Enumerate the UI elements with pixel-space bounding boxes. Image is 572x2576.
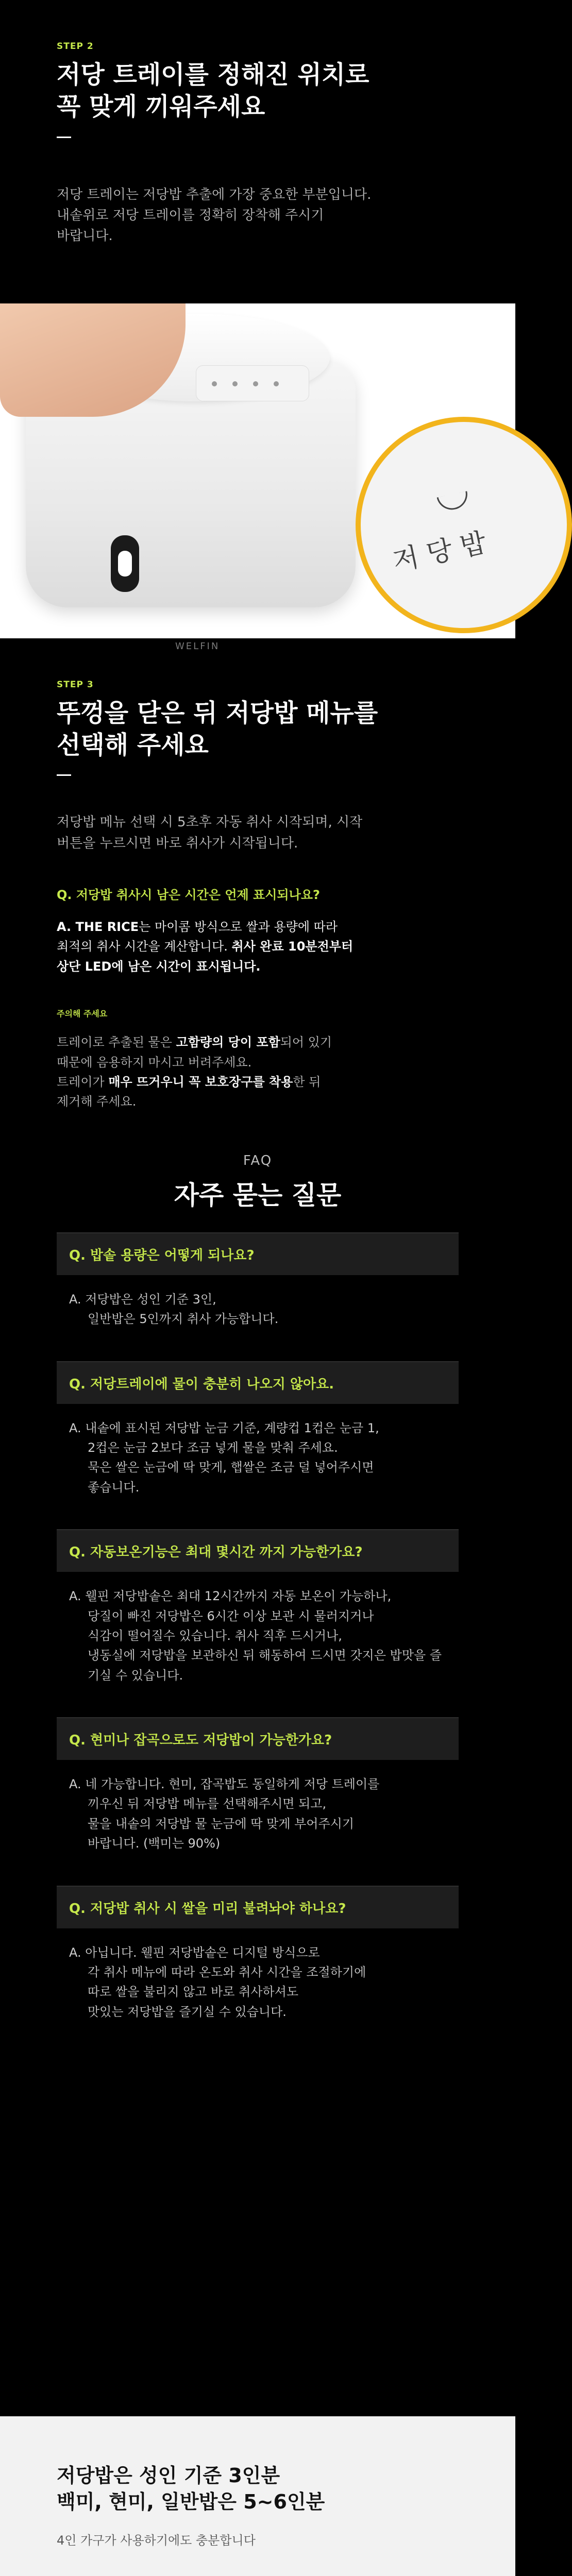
caution-bold: 매우 뜨거우니 꼭 보호장구를 착용 (108, 1075, 293, 1089)
answer-text: 는 마이콤 방식으로 쌀과 용량에 따라 (139, 920, 338, 935)
answer-line: A. 웰핀 저당밥솥은 최대 12시간까지 자동 보온이 가능하나, (69, 1589, 392, 1604)
faq-item[interactable] (57, 1361, 459, 1509)
faq-question[interactable]: Q. 자동보온기능은 최대 몇시간 까지 가능한가요? (57, 1530, 459, 1572)
step-title (57, 697, 459, 761)
caution-line: 되어 있기 (280, 1035, 332, 1050)
answer-line: A. 저당밥은 성인 기준 3인, (69, 1292, 216, 1307)
answer-line: 당질이 빠진 저당밥은 6시간 이상 보관 시 물러지거나 (88, 1608, 374, 1623)
answer-line: 맛있는 저당밥을 즐기실 수 있습니다. (88, 2004, 287, 2019)
answer-line: A. 네 가능합니다. 현미, 잡곡밥도 동일하게 저당 트레이를 (69, 1777, 380, 1792)
info-title-line: 저당밥은 성인 기준 3인분 (57, 2464, 280, 2487)
faq-title: 자주 묻는 질문 (174, 1180, 342, 1210)
faq-answer (57, 1572, 459, 1697)
step2-section (0, 0, 515, 247)
info-subtitle: 4인 가구가 사용하기에도 충분합니다 (57, 2533, 256, 2548)
answer-line: 묵은 쌀은 눈금에 딱 맞게, 햅쌀은 조금 덜 넣어주시면 (88, 1460, 374, 1475)
faq-answer (57, 1928, 459, 2033)
caution-tag: 주의해 주세요 (57, 1009, 108, 1019)
step-tag: STEP 3 (57, 679, 94, 690)
product-image (0, 303, 515, 652)
panel-led (232, 381, 238, 386)
answer-line: A. 아닙니다. 웰핀 저당밥솥은 디지털 방식으로 (69, 1945, 320, 1960)
caution-line: 제거해 주세요. (57, 1094, 137, 1109)
answer-bold: 취사 완료 10분전부터 (231, 939, 354, 954)
panel-led (274, 381, 279, 386)
desc-line: 버튼을 누르시면 바로 취사가 시작됩니다. (57, 835, 298, 851)
answer-line: A. 내솥에 표시된 저당밥 눈금 기준, 계량컵 1컵은 눈금 1, (69, 1420, 379, 1435)
divider (57, 137, 71, 138)
answer-line: 바랍니다. (백미는 90%) (88, 1836, 221, 1851)
faq-item[interactable] (57, 1232, 459, 1341)
desc-line: 저당밥 메뉴 선택 시 5초후 자동 취사 시작되며, 시작 (57, 815, 363, 831)
qa-answer (57, 917, 459, 976)
caution-bold: 고함량의 당이 포함 (176, 1035, 280, 1050)
zoom-detail-circle (356, 417, 572, 633)
step-title-line: 저당 트레이를 정해진 위치로 (57, 60, 369, 89)
step-tag: STEP 2 (57, 41, 94, 52)
step-description (57, 812, 459, 854)
info-title (57, 2463, 459, 2516)
answer-line: 따로 쌀을 불리지 않고 바로 취사하셔도 (88, 1985, 299, 1999)
faq-question[interactable]: Q. 저당밥 취사 시 쌀을 미리 불려놔야 하나요? (57, 1887, 459, 1928)
caution-line: 때문에 음용하지 마시고 버려주세요. (57, 1055, 252, 1070)
zoom-label: 저 당 밥 (390, 527, 490, 577)
divider (57, 774, 71, 776)
faq-label: FAQ (243, 1153, 273, 1168)
qa-box (57, 885, 459, 976)
step-title (57, 59, 459, 123)
panel-led (212, 381, 217, 386)
step-description (57, 184, 459, 247)
desc-line: 내솥위로 저당 트레이를 정확히 장착해 주시기 (57, 208, 324, 224)
faq-answer (57, 1760, 459, 1865)
answer-bold: A. THE RICE (57, 920, 139, 935)
caution-line: 한 뒤 (293, 1075, 321, 1089)
desc-line: 바랍니다. (57, 228, 113, 244)
answer-line: 식감이 떨어질수 있습니다. 취사 직후 드시거나, (88, 1628, 342, 1643)
answer-line: 좋습니다. (88, 1480, 140, 1495)
caution-line: 트레이로 추출된 물은 (57, 1035, 176, 1050)
answer-line: 냉동실에 저당밥을 보관하신 뒤 해동하여 드시면 갓지은 밥맛을 즐기실 수 있습니다. (88, 1648, 442, 1683)
faq-answer (57, 1275, 459, 1341)
answer-line: 2컵은 눈금 2보다 조금 넣게 물을 맞춰 주세요. (88, 1440, 338, 1455)
faq-question[interactable]: Q. 저당트레이에 물이 충분히 나오지 않아요. (57, 1362, 459, 1404)
step3-section (0, 638, 515, 1112)
info-title-line: 백미, 현미, 일반밥은 5~6인분 (57, 2490, 325, 2514)
answer-bold: 상단 LED에 남은 시간이 표시됩니다. (57, 959, 261, 974)
steam-icon (437, 491, 470, 513)
faq-item[interactable] (57, 1886, 459, 2033)
answer-line: 물을 내솥의 저당밥 물 눈금에 딱 맞게 부어주시기 (88, 1816, 355, 1831)
desc-line: 저당 트레이는 저당밥 추출에 가장 중요한 부분입니다. (57, 187, 372, 202)
faq-question[interactable]: Q. 현미나 잡곡으로도 저당밥이 가능한가요? (57, 1718, 459, 1760)
faq-answer (57, 1404, 459, 1509)
qa-question: Q. 저당밥 취사시 남은 시간은 언제 표시되나요? (57, 888, 320, 903)
answer-line: 일반밥은 5인까지 취사 가능합니다. (88, 1312, 279, 1327)
control-panel (196, 365, 309, 401)
faq-section (0, 1112, 515, 2033)
answer-line: 각 취사 메뉴에 따라 온도와 취사 시간을 조절하기에 (88, 1965, 366, 1980)
answer-line: 끼우신 뒤 저당밥 메뉴를 선택해주시면 되고, (88, 1797, 327, 1811)
step-title-line: 선택해 주세요 (57, 731, 209, 760)
step-title-line: 뚜껑을 닫은 뒤 저당밥 메뉴를 (57, 698, 378, 727)
capacity-info-section (0, 2416, 515, 2576)
faq-question[interactable]: Q. 밥솥 용량은 어떻게 되나요? (57, 1233, 459, 1275)
caution-text (57, 1032, 459, 1112)
answer-text: 최적의 취사 시간을 계산합니다. (57, 939, 232, 954)
cooker-handle (111, 535, 139, 592)
caution-line: 트레이가 (57, 1075, 109, 1089)
cooker-brand-label: WELFIN (175, 640, 220, 652)
faq-item[interactable] (57, 1717, 459, 1865)
panel-led (253, 381, 258, 386)
faq-item[interactable] (57, 1529, 459, 1697)
step-title-line: 꼭 맞게 끼워주세요 (57, 92, 265, 122)
